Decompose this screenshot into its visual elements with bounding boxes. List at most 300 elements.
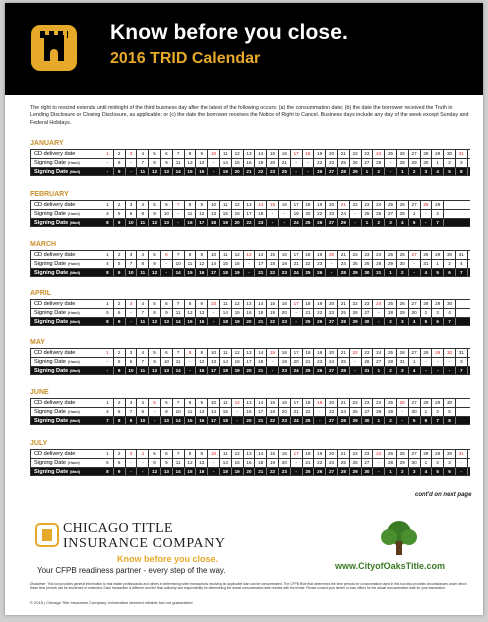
date-cell: 19	[314, 399, 326, 407]
signing-mail-row	[30, 467, 470, 476]
date-cell: 20	[244, 318, 256, 325]
date-cell: 18	[208, 219, 220, 226]
date-cell: 19	[314, 300, 326, 308]
date-cell: 22	[267, 318, 279, 325]
date-cell: 1	[421, 408, 433, 416]
row-label-method: (Mail)	[69, 319, 81, 324]
date-cell: 1	[373, 417, 385, 424]
date-cell: 21	[255, 367, 267, 374]
date-cell: 18	[220, 468, 232, 475]
date-cell: 19	[267, 309, 279, 317]
date-cell: 9	[196, 349, 208, 357]
date-cell: 14	[255, 399, 267, 407]
cd-delivery-row	[30, 200, 470, 209]
date-cell: 11	[137, 318, 149, 325]
date-cell: 27	[409, 399, 421, 407]
date-cell: 16	[196, 168, 208, 175]
date-cell: 27	[409, 450, 421, 458]
date-cell: 14	[173, 468, 185, 475]
date-cell: 26	[373, 210, 385, 218]
chicago-title-footer-logo-icon	[35, 523, 59, 547]
date-cell: 19	[267, 459, 279, 467]
date-cell: 5	[444, 168, 456, 175]
date-cell: 18	[303, 201, 315, 209]
date-cell: 26	[350, 309, 362, 317]
date-cell: 24	[338, 210, 350, 218]
date-cell: 2	[385, 417, 397, 424]
date-cell: 29	[432, 450, 444, 458]
date-cell: 21	[303, 309, 315, 317]
date-cell: 29	[350, 417, 362, 424]
date-cell: -	[291, 309, 303, 317]
row-label-text: Signing Date	[34, 368, 69, 374]
date-cell: 7	[432, 417, 444, 424]
date-cell: 16	[196, 367, 208, 374]
date-cell: 25	[385, 300, 397, 308]
date-cell: 15	[185, 318, 197, 325]
chicago-title-logo-icon	[31, 25, 77, 71]
date-cell: -	[326, 269, 338, 276]
date-cell: 14	[255, 251, 267, 259]
date-cell: 11	[220, 150, 232, 158]
date-cell: 27	[409, 251, 421, 259]
date-cell: 22	[314, 159, 326, 167]
date-cell: 2	[373, 219, 385, 226]
date-cell: 27	[409, 300, 421, 308]
date-cell: 17	[291, 201, 303, 209]
date-cell: 26	[314, 269, 326, 276]
date-cell: 4	[137, 150, 149, 158]
date-cell: 17	[291, 300, 303, 308]
date-cell: 12	[232, 450, 244, 458]
date-cell: 5	[149, 300, 161, 308]
date-cell: 11	[173, 159, 185, 167]
date-cell: 3	[126, 450, 138, 458]
date-cell: 15	[267, 450, 279, 458]
date-cell: 10	[208, 201, 220, 209]
row-label	[30, 201, 102, 209]
date-cell: 29	[432, 349, 444, 357]
date-cell: 14	[255, 150, 267, 158]
calendar-page	[5, 3, 483, 615]
date-cell: 27	[385, 210, 397, 218]
date-cell: 20	[279, 408, 291, 416]
date-cell: -	[314, 408, 326, 416]
row-label-method: (Mail)	[69, 368, 81, 373]
date-cell: 21	[255, 417, 267, 424]
date-cell: -	[291, 459, 303, 467]
date-cell: 11	[173, 459, 185, 467]
date-cell: 27	[362, 459, 374, 467]
date-cell: 27	[409, 150, 421, 158]
date-cell: 9	[149, 210, 161, 218]
date-cell: 3	[421, 168, 433, 175]
row-label-text: Signing Date	[34, 469, 69, 475]
row-label-method: (Hand)	[67, 261, 80, 266]
date-cell: 23	[255, 219, 267, 226]
date-cell: 10	[161, 210, 173, 218]
date-cell: 20	[326, 251, 338, 259]
date-cell: 8	[149, 309, 161, 317]
date-cell: 3	[126, 251, 138, 259]
date-cell: 25	[385, 399, 397, 407]
date-cell: 15	[185, 417, 197, 424]
date-cell: 12	[232, 150, 244, 158]
date-cell: 7	[126, 260, 138, 268]
date-cell: 4	[397, 219, 409, 226]
date-cell: 2	[114, 201, 126, 209]
month-block-may	[30, 338, 470, 375]
month-block-july	[30, 439, 470, 476]
date-cell: 26	[362, 358, 374, 366]
date-cell: 12	[149, 318, 161, 325]
date-cell: 24	[338, 260, 350, 268]
date-cell: 16	[185, 219, 197, 226]
date-cell: -	[444, 367, 456, 374]
date-cell: 28	[338, 318, 350, 325]
date-cell: 5	[409, 219, 421, 226]
date-cell: 4	[137, 201, 149, 209]
row-label	[30, 219, 102, 226]
row-label	[30, 417, 102, 424]
date-cell: 31	[456, 450, 468, 458]
date-cell: 22	[303, 260, 315, 268]
date-cell: 16	[196, 468, 208, 475]
date-cell: 24	[338, 408, 350, 416]
date-cell: 26	[397, 300, 409, 308]
date-cell: -	[397, 408, 409, 416]
date-cell: 11	[185, 408, 197, 416]
date-cell: 26	[397, 399, 409, 407]
date-cell: 1	[102, 300, 114, 308]
date-cell: 15	[220, 408, 232, 416]
date-cell: 3	[126, 300, 138, 308]
date-cell: 18	[220, 269, 232, 276]
copyright-text: © 2015 | Chicago Title Insurance Company. Information deemed reliable but not guaranteed.	[30, 600, 194, 605]
date-cell: 25	[385, 201, 397, 209]
date-cell: -	[279, 219, 291, 226]
date-cell: 24	[373, 349, 385, 357]
date-cell: -	[291, 318, 303, 325]
date-cell: 13	[244, 399, 256, 407]
row-label-method: (Hand)	[67, 460, 80, 465]
date-cell: 13	[161, 318, 173, 325]
date-cell: 8	[185, 300, 197, 308]
cd-delivery-row	[30, 449, 470, 458]
date-cell: 29	[397, 459, 409, 467]
date-cell: 30	[421, 159, 433, 167]
date-cell: 7	[173, 201, 185, 209]
date-cell: 3	[126, 349, 138, 357]
date-cell: 30	[362, 417, 374, 424]
date-cell: 21	[255, 318, 267, 325]
signing-hand-row	[30, 158, 470, 167]
date-cell: 29	[350, 168, 362, 175]
date-cell: 28	[421, 300, 433, 308]
row-label	[30, 309, 102, 317]
date-cell: 15	[267, 251, 279, 259]
date-cell: 24	[291, 367, 303, 374]
date-cell: 18	[255, 309, 267, 317]
date-cell: 27	[409, 349, 421, 357]
date-cell: 18	[303, 300, 315, 308]
date-cell: 16	[232, 358, 244, 366]
date-cell: 29	[385, 408, 397, 416]
date-cell: -	[232, 417, 244, 424]
date-cell: -	[102, 168, 114, 175]
date-cell: 29	[432, 399, 444, 407]
date-cell: 11	[137, 367, 149, 374]
row-label-text: Signing Date	[34, 418, 69, 424]
date-cell: 27	[409, 201, 421, 209]
date-cell: 2	[432, 459, 444, 467]
row-label	[30, 269, 102, 276]
date-cell: 17	[208, 269, 220, 276]
date-cell: 10	[161, 358, 173, 366]
date-cell: 26	[314, 468, 326, 475]
date-cell: 18	[267, 260, 279, 268]
date-cell: 17	[291, 399, 303, 407]
date-cell: 1	[102, 201, 114, 209]
row-label	[30, 468, 102, 475]
date-cell: 7	[173, 450, 185, 458]
date-cell: 9	[149, 358, 161, 366]
company-name-line2: INSURANCE COMPANY	[63, 536, 226, 551]
month-name: JUNE	[30, 389, 49, 396]
date-cell: 21	[338, 201, 350, 209]
date-cell: 22	[350, 150, 362, 158]
date-cell: 21	[338, 300, 350, 308]
date-cell: 15	[267, 399, 279, 407]
date-cell: 11	[185, 210, 197, 218]
date-cell: 11	[220, 450, 232, 458]
date-cell: -	[208, 318, 220, 325]
date-cell: 3	[397, 318, 409, 325]
date-cell: 1	[432, 159, 444, 167]
date-cell: 25	[338, 309, 350, 317]
signing-mail-row	[30, 167, 470, 176]
date-cell: 23	[314, 260, 326, 268]
date-cell: 21	[279, 159, 291, 167]
date-cell: 10	[126, 367, 138, 374]
date-cell: -	[385, 168, 397, 175]
date-cell: 18	[255, 210, 267, 218]
date-cell: -	[350, 210, 362, 218]
date-cell: 27	[326, 318, 338, 325]
date-cell: -	[137, 468, 149, 475]
month-name: JANUARY	[30, 140, 64, 147]
row-label-text: CD delivery date	[34, 151, 76, 157]
date-cell: 17	[244, 358, 256, 366]
date-cell: 13	[196, 408, 208, 416]
date-cell: 7	[173, 349, 185, 357]
date-cell: 13	[244, 201, 256, 209]
date-cell: 29	[432, 300, 444, 308]
date-cell: 20	[279, 459, 291, 467]
date-cell: 4	[456, 260, 468, 268]
date-cell: 25	[303, 367, 315, 374]
date-cell: -	[291, 468, 303, 475]
intro-text: The right to rescind extends until midnight of the third business day after the latest of the following occurs: (a) the consummation date; (b) the date the borrower received the Truth in Lending Disclosure or Closing Disclosure, as applicable; or (c) the date the borrower receives the Notice of Right to Cancel. Business days include any day of the week except Sunday and Federal Holidays.	[30, 105, 469, 126]
date-cell: 3	[126, 201, 138, 209]
date-cell: 25	[385, 251, 397, 259]
signing-mail-row	[30, 268, 470, 277]
date-cell: 14	[255, 300, 267, 308]
date-cell: 20	[232, 219, 244, 226]
date-cell: 30	[444, 300, 456, 308]
date-cell: 2	[114, 399, 126, 407]
date-cell: 15	[232, 459, 244, 467]
date-cell: 9	[196, 251, 208, 259]
date-cell: 6	[114, 408, 126, 416]
date-cell: 5	[432, 468, 444, 475]
date-cell: -	[185, 367, 197, 374]
row-label-text: CD delivery date	[34, 301, 76, 307]
partner-logo-text: www.CityofOaksTitle.com	[335, 561, 446, 571]
date-cell: 14	[173, 367, 185, 374]
date-cell: 23	[362, 201, 374, 209]
date-cell: 3	[409, 468, 421, 475]
cd-delivery-row	[30, 149, 470, 158]
signing-hand-row	[30, 357, 470, 366]
date-cell: 8	[149, 459, 161, 467]
date-cell: 19	[314, 450, 326, 458]
date-cell: 5	[102, 309, 114, 317]
date-cell: 27	[362, 309, 374, 317]
date-cell: 23	[362, 251, 374, 259]
date-cell: 29	[338, 219, 350, 226]
date-cell: 31	[397, 358, 409, 366]
date-cell: 23	[279, 468, 291, 475]
date-cell: 26	[362, 260, 374, 268]
date-cell: 7	[432, 219, 444, 226]
date-cell: 11	[220, 201, 232, 209]
date-cell: -	[244, 260, 256, 268]
date-cell: 22	[303, 408, 315, 416]
date-cell: 19	[314, 150, 326, 158]
date-cell: 10	[208, 251, 220, 259]
date-cell: 1	[385, 269, 397, 276]
date-cell: 8	[185, 349, 197, 357]
date-cell: 23	[362, 300, 374, 308]
date-cell: 28	[421, 150, 433, 158]
row-label	[30, 300, 102, 308]
date-cell: 15	[267, 300, 279, 308]
date-cell: 1	[385, 468, 397, 475]
date-cell: 15	[267, 201, 279, 209]
row-label	[30, 349, 102, 357]
date-cell: 23	[326, 159, 338, 167]
date-cell: 21	[244, 168, 256, 175]
date-cell: 16	[279, 150, 291, 158]
date-cell: 5	[444, 408, 456, 416]
date-cell: 1	[102, 150, 114, 158]
date-cell: 21	[255, 269, 267, 276]
date-cell: 5	[149, 150, 161, 158]
date-cell: 13	[244, 300, 256, 308]
date-cell: 9	[161, 159, 173, 167]
date-cell: 4	[102, 210, 114, 218]
row-label	[30, 399, 102, 407]
date-cell: 18	[303, 399, 315, 407]
date-cell: -	[409, 260, 421, 268]
date-cell: 21	[338, 399, 350, 407]
date-cell: 20	[244, 468, 256, 475]
date-cell: 8	[456, 168, 468, 175]
date-cell: 26	[397, 150, 409, 158]
date-cell: 7	[173, 150, 185, 158]
date-cell: 6	[161, 399, 173, 407]
date-cell: 7	[137, 358, 149, 366]
date-cell: 25	[385, 349, 397, 357]
date-cell: 25	[303, 269, 315, 276]
date-cell: -	[208, 309, 220, 317]
date-cell: 8	[137, 260, 149, 268]
row-label-text: CD delivery date	[34, 400, 76, 406]
date-cell: 11	[220, 399, 232, 407]
date-cell: 26	[314, 168, 326, 175]
date-cell: 16	[279, 201, 291, 209]
date-cell: -	[208, 159, 220, 167]
row-label-text: Signing Date	[34, 211, 67, 217]
date-cell: 3	[385, 219, 397, 226]
date-cell: 10	[208, 399, 220, 407]
date-cell: 8	[444, 417, 456, 424]
date-cell: 30	[362, 468, 374, 475]
date-cell: 8	[185, 450, 197, 458]
date-cell: 29	[350, 269, 362, 276]
date-cell: 6	[421, 417, 433, 424]
date-cell: 25	[385, 150, 397, 158]
date-cell: 30	[444, 450, 456, 458]
date-cell: 2	[409, 168, 421, 175]
date-cell: 21	[291, 408, 303, 416]
date-cell: 12	[185, 309, 197, 317]
date-cell: 17	[208, 367, 220, 374]
date-cell: 8	[102, 318, 114, 325]
date-cell: 9	[196, 450, 208, 458]
date-cell: 21	[338, 150, 350, 158]
date-cell: 5	[102, 459, 114, 467]
date-cell: 17	[255, 260, 267, 268]
date-cell: 20	[244, 367, 256, 374]
date-cell: 13	[244, 251, 256, 259]
date-cell: 22	[314, 309, 326, 317]
date-cell: 14	[208, 408, 220, 416]
date-cell: 25	[338, 358, 350, 366]
date-cell: 9	[149, 260, 161, 268]
date-cell: 8	[185, 399, 197, 407]
date-cell: 31	[373, 269, 385, 276]
date-cell: 20	[291, 358, 303, 366]
month-block-february	[30, 190, 470, 227]
date-cell: 21	[303, 459, 315, 467]
date-cell: 3	[432, 309, 444, 317]
date-cell: 14	[173, 417, 185, 424]
header-banner	[5, 3, 483, 95]
date-cell: 15	[232, 309, 244, 317]
date-cell: 9	[114, 318, 126, 325]
date-cell: 16	[279, 349, 291, 357]
date-cell: 10	[208, 300, 220, 308]
date-cell: -	[149, 408, 161, 416]
month-name: MAY	[30, 339, 45, 346]
row-label-text: Signing Date	[34, 261, 67, 267]
row-label-text: Signing Date	[34, 310, 67, 316]
date-cell: 20	[326, 450, 338, 458]
row-label-text: Signing Date	[34, 359, 67, 365]
date-cell: 22	[267, 468, 279, 475]
